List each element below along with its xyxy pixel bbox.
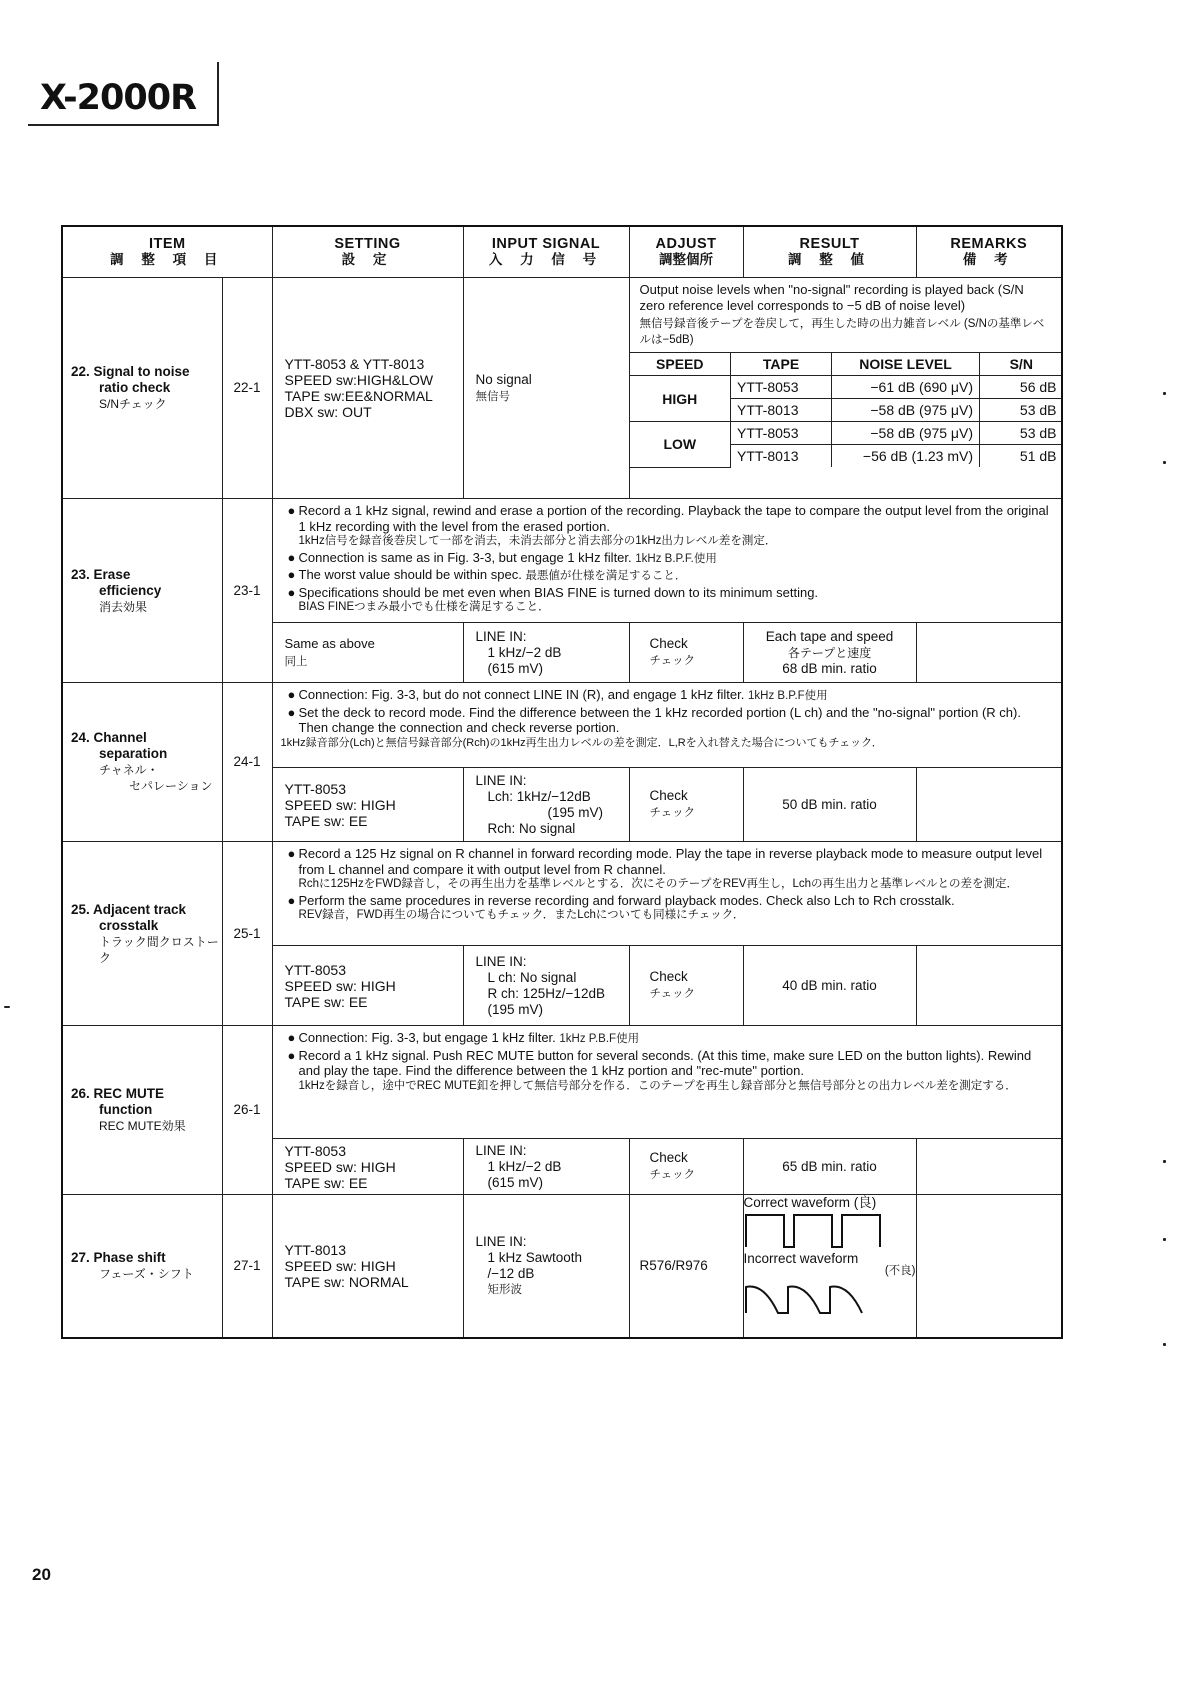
header-input: INPUT SIGNAL 入 力 信 号 bbox=[463, 226, 629, 278]
noise-level-table: SPEED TAPE NOISE LEVEL S/N HIGH YTT-8053 −61 dB (690 μV) 56 dB YTT-8013 −58 dB (975 μV) 53 dB LOW YTT-8053 −58 dB (975 μV) 53 dB YTT-8013 −56 dB (1.23 mV) 51 dB bbox=[630, 352, 1063, 468]
remarks-27 bbox=[916, 1195, 1062, 1338]
notes-23: ● Record a 1 kHz signal, rewind and erase a portion of the recording. Playback the tape to compare the output level from the original 1 kHz recording with the level from the erased portion. 1kHz信号を録音後巻戻して一部を消去，未消去部分と消去部分の1kHz出力レベル差を測定． ● Connection is same as in Fig. 3-3, but engage 1 kHz filter. 1kHz B.P.F.使用 ● The worst value should be within spec. 最悪値が仕様を満足すること． ● Specifications should be met even when BIAS FINE is turned down to its minimum setting. BIAS FINEつまみ最小でも仕様を満足すること． bbox=[272, 499, 1062, 623]
row-23-notes bbox=[62, 499, 1062, 623]
header-item: ITEM 調 整 項 目 bbox=[62, 226, 272, 278]
noise-row: YTT-8013 −58 dB (975 μV) 53 dB bbox=[630, 399, 1063, 422]
incorrect-label: Incorrect waveform bbox=[743, 1251, 859, 1266]
waveform-27 bbox=[743, 1195, 916, 1338]
model-divider bbox=[217, 62, 219, 126]
header-row bbox=[62, 226, 1062, 278]
incorrect-waveform-icon bbox=[744, 1279, 894, 1317]
row-24-notes bbox=[62, 683, 1062, 768]
input-25: LINE IN: L ch: No signal R ch: 125Hz/−12dB (195 mV) bbox=[463, 946, 629, 1026]
header-adjust: ADJUST 調整個所 bbox=[629, 226, 743, 278]
setting-23: Same as above 同上 bbox=[272, 623, 463, 683]
adjust-27: R576/R976 bbox=[629, 1195, 743, 1338]
noise-row: HIGH YTT-8053 −61 dB (690 μV) 56 dB bbox=[630, 376, 1063, 399]
input-26: LINE IN: 1 kHz/−2 dB (615 mV) bbox=[463, 1139, 629, 1195]
model-name: X-2000R bbox=[40, 78, 197, 118]
input-24: LINE IN: Lch: 1kHz/−12dB (195 mV) Rch: No signal bbox=[463, 768, 629, 842]
header-remarks: REMARKS 備 考 bbox=[916, 226, 1062, 278]
result-23: Each tape and speed 各テープと速度 68 dB min. ratio bbox=[743, 623, 916, 683]
setting-27: YTT-8013 SPEED sw: HIGH TAPE sw: NORMAL bbox=[272, 1195, 463, 1338]
row-22 bbox=[62, 278, 1062, 499]
noise-intro: Output noise levels when "no-signal" recording is played back (S/N zero reference level corresponds to −5 dB of noise level) 無信号録音後テープを巻戻して，再生した時の出力雑音レベル (S/Nの基準レベルは−5dB) bbox=[639, 282, 1045, 346]
result-24: 50 dB min. ratio bbox=[743, 768, 916, 842]
input-27: LINE IN: 1 kHz Sawtooth /−12 dB 矩形波 bbox=[463, 1195, 629, 1338]
header-setting: SETTING 設 定 bbox=[272, 226, 463, 278]
remarks-26 bbox=[916, 1139, 1062, 1195]
model-underline bbox=[28, 124, 218, 126]
adjust-26: Check チェック bbox=[629, 1139, 743, 1195]
result-26: 65 dB min. ratio bbox=[743, 1139, 916, 1195]
correct-label: Correct waveform (良) bbox=[743, 1195, 877, 1210]
input-22: No signal 無信号 bbox=[463, 278, 629, 499]
step-26: 26-1 bbox=[222, 1026, 272, 1195]
adjustment-table bbox=[61, 225, 1063, 1339]
result-22 bbox=[629, 278, 1062, 499]
adjust-24: Check チェック bbox=[629, 768, 743, 842]
result-25: 40 dB min. ratio bbox=[743, 946, 916, 1026]
step-24: 24-1 bbox=[222, 683, 272, 842]
item-25: 25. Adjacent track crosstalk トラック間クロストーク bbox=[62, 842, 222, 1026]
row-26-notes bbox=[62, 1026, 1062, 1139]
step-23: 23-1 bbox=[222, 499, 272, 683]
item-26: 26. REC MUTE function REC MUTE効果 bbox=[62, 1026, 222, 1195]
item-22: 22. Signal to noise ratio check S/Nチェック bbox=[62, 278, 222, 499]
remarks-23 bbox=[916, 623, 1062, 683]
setting-22: YTT-8053 & YTT-8013 SPEED sw:HIGH&LOW TAPE sw:EE&NORMAL DBX sw: OUT bbox=[272, 278, 463, 499]
noise-row: LOW YTT-8053 −58 dB (975 μV) 53 dB bbox=[630, 422, 1063, 445]
item-23: 23. Erase efficiency 消去効果 bbox=[62, 499, 222, 683]
setting-24: YTT-8053 SPEED sw: HIGH TAPE sw: EE bbox=[272, 768, 463, 842]
adjust-25: Check チェック bbox=[629, 946, 743, 1026]
incorrect-label-jp: (不良) bbox=[884, 1265, 916, 1277]
adjust-23: Check チェック bbox=[629, 623, 743, 683]
remarks-24 bbox=[916, 768, 1062, 842]
setting-25: YTT-8053 SPEED sw: HIGH TAPE sw: EE bbox=[272, 946, 463, 1026]
notes-24: ● Connection: Fig. 3-3, but do not connect LINE IN (R), and engage 1 kHz filter. 1kHz B.P.F使用 ● Set the deck to record mode. Find the difference between the 1 kHz recorded portion (L ch) and the "no-signal" portion (R ch). Then change the connection and check reverse portion. 1kHz録音部分(Lch)と無信号録音部分(Rch)の1kHz再生出力レベルの差を測定．L,Rを入れ替えた場合についてもチェック． bbox=[272, 683, 1062, 768]
remarks-25 bbox=[916, 946, 1062, 1026]
input-23: LINE IN: 1 kHz/−2 dB (615 mV) bbox=[463, 623, 629, 683]
correct-waveform-icon bbox=[744, 1211, 894, 1251]
row-25-notes bbox=[62, 842, 1062, 946]
item-24: 24. Channel separation チャネル・ セパレーション bbox=[62, 683, 222, 842]
item-27: 27. Phase shift フェーズ・シフト bbox=[62, 1195, 222, 1338]
header-result: RESULT 調 整 値 bbox=[743, 226, 916, 278]
noise-row: YTT-8013 −56 dB (1.23 mV) 51 dB bbox=[630, 445, 1063, 468]
step-22: 22-1 bbox=[222, 278, 272, 499]
row-27 bbox=[62, 1195, 1062, 1338]
notes-26: ● Connection: Fig. 3-3, but engage 1 kHz filter. 1kHz P.B.F使用 ● Record a 1 kHz signal. Push REC MUTE button for several seconds. (At this time, make sure LED on the button lights). Rewind and play the tape. Find the difference between the 1 kHz portion and "rec-mute" portion. 1kHzを録音し，途中でREC MUTE釦を押して無信号部分を作る．このテープを再生し録音部分と無信号部分との出力レベル差を測定する． bbox=[272, 1026, 1062, 1139]
step-25: 25-1 bbox=[222, 842, 272, 1026]
step-27: 27-1 bbox=[222, 1195, 272, 1338]
notes-25: ● Record a 125 Hz signal on R channel in forward recording mode. Play the tape in reverse playback mode to measure output level from L channel and compare it with output level from R channel. Rchに125HzをFWD録音し，その再生出力を基準レベルとする．次にそのテープをREV再生し，Lchの再生出力と基準レベルとの差を測定． ● Perform the same procedures in reverse recording and forward playback modes. Check also Lch to Rch crosstalk. REV録音，FWD再生の場合についてもチェック．またLchについても同様にチェック． bbox=[272, 842, 1062, 946]
page-number: 20 bbox=[32, 1565, 51, 1584]
setting-26: YTT-8053 SPEED sw: HIGH TAPE sw: EE bbox=[272, 1139, 463, 1195]
